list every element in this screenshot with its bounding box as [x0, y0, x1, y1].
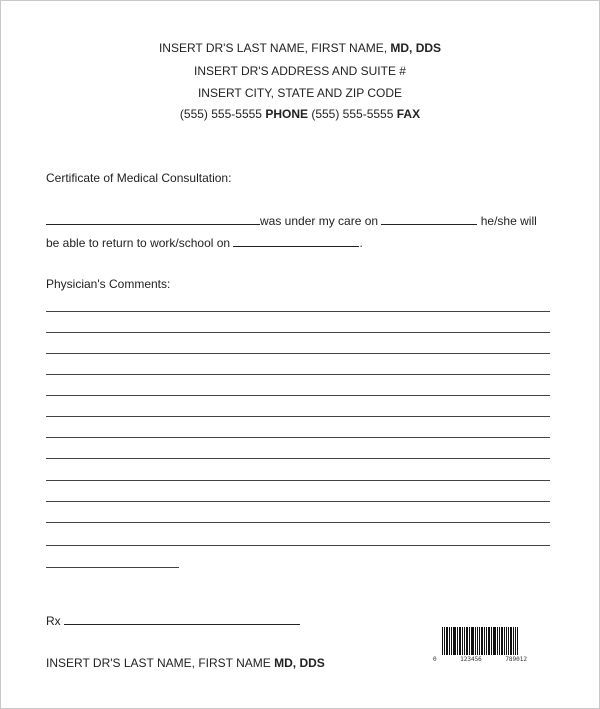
barcode-bar [508, 627, 509, 655]
doctor-city: INSERT CITY, STATE AND ZIP CODE [197, 86, 403, 100]
barcode-bar [499, 627, 500, 655]
period: . [359, 236, 363, 250]
barcode-digit-group: 0 [433, 656, 437, 663]
barcode [433, 627, 527, 667]
barcode-bar [517, 627, 518, 655]
barcode-bar [497, 627, 498, 655]
barcode-bar [453, 627, 456, 655]
comments-label: Physician's Comments: [46, 277, 171, 291]
comment-line[interactable] [46, 501, 550, 502]
barcode-bar [491, 627, 492, 655]
phone-label: PHONE [265, 107, 308, 121]
comment-line[interactable] [46, 395, 550, 396]
patient-name-field[interactable] [46, 213, 260, 225]
fax-number: (555) 555-5555 [308, 107, 397, 121]
barcode-bar [481, 627, 483, 655]
care-sentence [46, 213, 537, 228]
barcode-bars [433, 627, 527, 655]
footer-degree: MD, DDS [274, 656, 325, 670]
comment-line[interactable] [46, 416, 550, 417]
comment-line-short[interactable] [46, 567, 179, 568]
barcode-bar [446, 627, 448, 655]
rx-field[interactable] [64, 613, 300, 625]
barcode-bar [469, 627, 470, 655]
doctor-name [0, 41, 600, 55]
barcode-bar [479, 627, 480, 655]
under-care-text: was under my care on [260, 214, 379, 228]
rx-label: Rx [46, 614, 61, 628]
barcode-bar [488, 627, 490, 655]
comment-line[interactable] [46, 522, 550, 523]
barcode-bar [444, 627, 445, 655]
barcode-bar [515, 627, 516, 655]
barcode-bar [484, 627, 485, 655]
return-text: be able to return to work/school on [46, 236, 231, 250]
barcode-bar [504, 627, 505, 655]
doctor-degree: MD, DDS [390, 41, 442, 55]
barcode-bar [510, 627, 512, 655]
barcode-bar [506, 627, 507, 655]
contact-line [0, 107, 600, 121]
barcode-digit-group: 789012 [505, 656, 527, 663]
barcode-bar [477, 627, 478, 655]
fax-label: FAX [396, 107, 421, 121]
comment-line[interactable] [46, 437, 550, 438]
barcode-bar [449, 627, 450, 655]
comment-line[interactable] [46, 458, 550, 459]
barcode-digit-group: 123456 [460, 656, 482, 663]
barcode-bar [459, 627, 461, 655]
comment-line[interactable] [46, 374, 550, 375]
barcode-bar [471, 627, 474, 655]
barcode-bar [513, 627, 514, 655]
phone-number: (555) 555-5555 [179, 107, 266, 121]
comment-line[interactable] [46, 480, 550, 481]
barcode-bar [501, 627, 503, 655]
care-date-field[interactable] [381, 213, 477, 225]
comment-line[interactable] [46, 353, 550, 354]
barcode-bar [466, 627, 468, 655]
comment-line[interactable] [46, 332, 550, 333]
barcode-bar [464, 627, 465, 655]
barcode-bar [462, 627, 463, 655]
rx-row [46, 613, 300, 628]
comment-line[interactable] [46, 311, 550, 312]
comment-line[interactable] [46, 545, 550, 546]
doctor-name-text: INSERT DR'S LAST NAME, FIRST NAME, [158, 41, 391, 55]
barcode-bar [442, 627, 443, 655]
return-date-field[interactable] [233, 235, 359, 247]
barcode-bar [475, 627, 476, 655]
footer-name-text: INSERT DR'S LAST NAME, FIRST NAME [46, 656, 275, 670]
footer-doctor-name [46, 656, 325, 670]
barcode-bar [457, 627, 458, 655]
barcode-digits [433, 656, 527, 663]
doctor-address: INSERT DR'S ADDRESS AND SUITE # [194, 64, 406, 78]
barcode-bar [486, 627, 487, 655]
certificate-title: Certificate of Medical Consultation: [46, 171, 232, 185]
he-she-will-text: he/she will [480, 214, 537, 228]
barcode-bar [451, 627, 452, 655]
return-sentence [46, 235, 363, 250]
barcode-bar [493, 627, 496, 655]
